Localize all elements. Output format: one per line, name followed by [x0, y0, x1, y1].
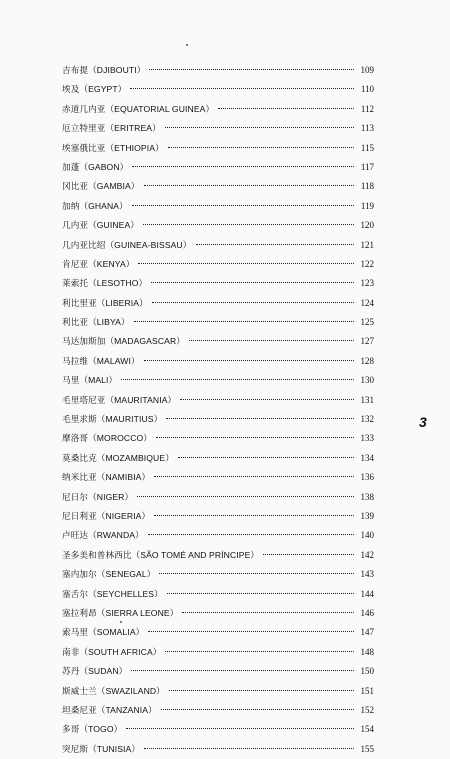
toc-entry-page-number: 154 [360, 724, 374, 735]
chapter-number: 3 [419, 414, 427, 430]
toc-entry-title: 肯尼亚（KENYA） [62, 258, 135, 269]
toc-entry-title: 吉布提（DJIBOUTI） [62, 65, 146, 75]
toc-entry-title: 马拉维（MALAWI） [62, 355, 140, 366]
toc-entry[interactable] [62, 371, 374, 390]
toc-entry-title: 冈比亚（GAMBIA） [62, 181, 140, 192]
dot-leader [132, 166, 354, 167]
toc-entry-title: 赤道几内亚（EQUATORIAL GUINEA） [62, 103, 215, 114]
toc-entry-title: 利比亚（LIBYA） [62, 317, 130, 328]
dot-leader [152, 302, 354, 303]
toc-entry[interactable] [62, 274, 374, 293]
toc-entry-page-number: 112 [360, 103, 374, 114]
toc-entry[interactable] [62, 740, 374, 759]
toc-entry-title: 毛里求斯（MAURITIUS） [62, 414, 163, 425]
toc-entry-page-number: 109 [360, 65, 374, 75]
toc-entry[interactable] [62, 623, 374, 642]
toc-entry-title: 埃塞俄比亚（ETHIOPIA） [62, 142, 164, 153]
toc-entry-page-number: 130 [360, 375, 374, 386]
toc-entry[interactable] [62, 255, 374, 274]
toc-entry-title: 毛里塔尼亚（MAURITANIA） [62, 394, 177, 405]
toc-entry-page-number: 121 [360, 239, 374, 250]
dot-leader [138, 263, 354, 264]
dot-leader [148, 534, 354, 535]
toc-entry-page-number: 138 [360, 491, 374, 502]
toc-entry-page-number: 132 [360, 414, 374, 425]
toc-entry-page-number: 143 [360, 569, 374, 580]
toc-entry-page-number: 152 [360, 704, 374, 715]
toc-entry-page-number: 119 [360, 200, 374, 211]
toc-entry-page-number: 120 [360, 220, 374, 231]
toc-entry[interactable] [62, 565, 374, 584]
toc-entry-title: 苏丹（SUDAN） [62, 666, 128, 677]
toc-entry-page-number: 127 [360, 336, 374, 347]
toc-entry-page-number: 147 [360, 627, 374, 638]
dot-leader [121, 379, 354, 380]
toc-entry-page-number: 117 [360, 161, 374, 172]
dot-leader [149, 69, 354, 70]
toc-entry[interactable] [62, 662, 374, 681]
toc-entry-page-number: 140 [360, 530, 374, 541]
toc-entry[interactable] [62, 701, 374, 720]
toc-entry-title: 圣多美和普林西比（SÃO TOMÉ AND PRÍNCIPE） [62, 549, 260, 560]
toc-entry-page-number: 128 [360, 355, 374, 366]
toc-entry[interactable] [62, 100, 374, 119]
toc-entry-title: 塞舌尔（SEYCHELLES） [62, 588, 163, 599]
toc-entry-page-number: 136 [360, 472, 374, 483]
dot-leader [168, 147, 354, 148]
toc-entry[interactable] [62, 294, 374, 313]
toc-entry-page-number: 148 [360, 646, 374, 657]
toc-entry-title: 斯威士兰（SWAZILAND） [62, 685, 165, 696]
toc-entry-title: 尼日利亚（NIGERIA） [62, 510, 151, 521]
toc-entry-page-number: 113 [360, 123, 374, 134]
toc-entry-title: 塞拉利昂（SIERRA LEONE） [62, 607, 179, 618]
toc-entry[interactable] [62, 604, 374, 623]
toc-entry-title: 突尼斯（TUNISIA） [62, 743, 141, 754]
toc-entry-page-number: 125 [360, 317, 374, 328]
toc-entry-page-number: 150 [360, 666, 374, 677]
toc-entry[interactable] [62, 139, 374, 158]
scan-speck [186, 44, 188, 46]
toc-entry[interactable] [62, 546, 374, 565]
toc-entry[interactable] [62, 332, 374, 351]
toc-entry[interactable] [62, 682, 374, 701]
dot-leader [131, 670, 354, 671]
dot-leader [196, 244, 355, 245]
toc-entry-title: 纳米比亚（NAMIBIA） [62, 472, 151, 483]
toc-entry[interactable] [62, 488, 374, 507]
toc-entry[interactable] [62, 468, 374, 487]
dot-leader [154, 476, 354, 477]
dot-leader [143, 224, 354, 225]
toc-entry-page-number: 131 [360, 394, 374, 405]
toc-entry-title: 莫桑比克（MOZAMBIQUE） [62, 452, 174, 463]
toc-entry[interactable] [62, 410, 374, 429]
toc-entry-page-number: 151 [360, 685, 374, 696]
dot-leader [189, 340, 354, 341]
dot-leader [156, 437, 354, 438]
toc-entry-page-number: 118 [360, 181, 374, 192]
toc-entry[interactable] [62, 449, 374, 468]
dot-leader [144, 360, 354, 361]
toc-entry[interactable] [62, 352, 374, 371]
toc-entry[interactable] [62, 80, 374, 99]
toc-entry[interactable] [62, 585, 374, 604]
dot-leader [167, 593, 354, 594]
toc-entry[interactable] [62, 177, 374, 196]
toc-entry-page-number: 146 [360, 607, 374, 618]
toc-entry[interactable] [62, 507, 374, 526]
toc-entry[interactable] [62, 119, 374, 138]
toc-entry-page-number: 133 [360, 433, 374, 444]
dot-leader [148, 631, 354, 632]
dot-leader [144, 748, 354, 749]
toc-entry[interactable] [62, 429, 374, 448]
dot-leader [134, 321, 354, 322]
toc-entry-title: 摩洛哥（MOROCCO） [62, 433, 152, 444]
toc-entry-title: 尼日尔（NIGER） [62, 491, 134, 502]
dot-leader [218, 108, 354, 109]
toc-entry-title: 南非（SOUTH AFRICA） [62, 646, 162, 657]
toc-entry[interactable] [62, 236, 374, 255]
toc-entry-page-number: 144 [360, 588, 374, 599]
toc-entry-page-number: 139 [360, 510, 374, 521]
toc-entry[interactable] [62, 197, 374, 216]
dot-leader [165, 127, 354, 128]
toc-entry-page-number: 115 [360, 142, 374, 153]
toc-entry-title: 几内亚比绍（GUINEA-BISSAU） [62, 239, 192, 250]
dot-leader [151, 282, 354, 283]
toc-entry-title: 埃及（EGYPT） [62, 84, 127, 95]
toc-entry-page-number: 142 [360, 549, 374, 560]
dot-leader [161, 709, 354, 710]
table-of-contents [62, 61, 374, 759]
toc-entry-title: 塞内加尔（SENEGAL） [62, 569, 156, 580]
toc-entry[interactable] [62, 158, 374, 177]
dot-leader [130, 88, 354, 89]
dot-leader [169, 690, 354, 691]
toc-entry-title: 卢旺达（RWANDA） [62, 530, 144, 541]
toc-entry-title: 加蓬（GABON） [62, 161, 129, 172]
toc-entry[interactable] [62, 391, 374, 410]
toc-entry-title: 多哥（TOGO） [62, 724, 123, 735]
toc-entry-title: 厄立特里亚（ERITREA） [62, 123, 161, 134]
dot-leader [263, 554, 354, 555]
toc-entry[interactable] [62, 313, 374, 332]
toc-entry-page-number: 110 [360, 84, 374, 95]
dot-leader [165, 651, 354, 652]
dot-leader [180, 399, 354, 400]
toc-entry-page-number: 123 [360, 278, 374, 289]
toc-entry-title: 莱索托（LESOTHO） [62, 278, 148, 289]
toc-entry-title: 加纳（GHANA） [62, 200, 128, 211]
dot-leader [154, 515, 354, 516]
dot-leader [166, 418, 354, 419]
toc-entry[interactable] [62, 61, 374, 80]
dot-leader [126, 728, 354, 729]
toc-entry[interactable] [62, 720, 374, 739]
toc-entry[interactable] [62, 216, 374, 235]
toc-entry-page-number: 124 [360, 297, 374, 308]
toc-entry-page-number: 122 [360, 258, 374, 269]
toc-entry[interactable] [62, 526, 374, 545]
toc-entry[interactable] [62, 643, 374, 662]
toc-entry-title: 马里（MALI） [62, 375, 118, 386]
toc-entry-page-number: 155 [360, 743, 374, 754]
dot-leader [159, 573, 354, 574]
dot-leader [178, 457, 354, 458]
dot-leader [182, 612, 354, 613]
toc-entry-title: 坦桑尼亚（TANZANIA） [62, 704, 157, 715]
dot-leader [132, 205, 354, 206]
dot-leader [137, 496, 354, 497]
toc-entry-title: 索马里（SOMALIA） [62, 627, 145, 638]
dot-leader [144, 185, 355, 186]
toc-entry-title: 马达加斯加（MADAGASCAR） [62, 336, 185, 347]
toc-entry-title: 利比里亚（LIBERIA） [62, 297, 148, 308]
toc-entry-title: 几内亚（GUINEA） [62, 220, 140, 231]
toc-entry-page-number: 134 [360, 452, 374, 463]
